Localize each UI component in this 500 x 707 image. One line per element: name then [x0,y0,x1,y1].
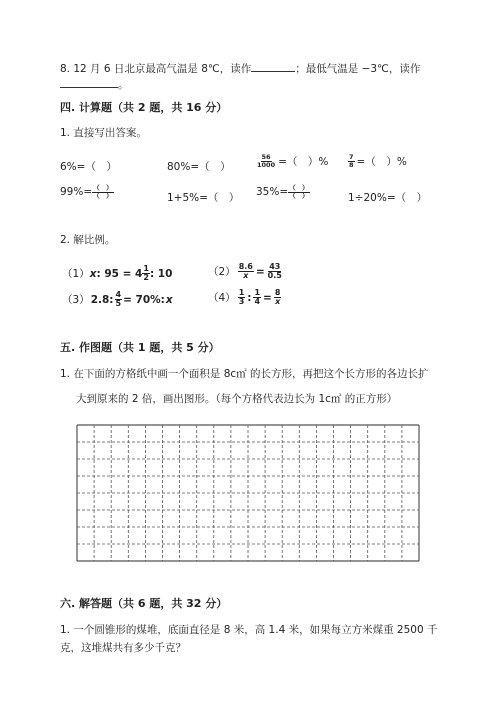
calc-r2-c [256,185,310,200]
proportion-label: （1） [62,268,90,281]
proportion-label: （2） [208,266,236,279]
fraction-numerator: 8 [274,288,281,297]
fraction-numerator: 7 [349,153,354,162]
fraction-denominator: x [243,271,249,281]
calc-r1-d-tail: =（ ）% [356,156,407,168]
fraction-numerator: 4 [115,290,122,299]
fraction-1-4 [253,289,261,307]
calc-r2-b: 1+5%=（ ） [167,192,240,204]
fraction-denominator: 1000 [257,161,276,169]
fraction-blank [288,185,310,200]
proportion-1 [62,265,172,283]
fraction-56-1000 [256,154,276,169]
fraction-numerator: （ ） [93,184,113,192]
s5-q1-line1: 1. 在下面的方格纸中画一个面积是 8c㎡ 的长方形，再把这个长方形的各边长扩 [60,368,429,380]
calc-r1-c-tail: =（ ）% [278,156,329,168]
proportion-label: （4） [208,292,236,305]
fraction-denominator: 5 [115,299,122,309]
q8-answer-blank-2 [60,77,118,88]
q8-text-end: 。 [118,79,129,91]
proportion-text: = 70%: [123,293,165,306]
calc-r1-d [348,154,407,169]
q8-text-start: 8. 12 月 6 日北京最高气温是 8℃，读作 [60,63,252,75]
section6-title: 六. 解答题（共 6 题，共 32 分） [60,597,228,610]
proportion-text: : 95 = 4 [96,267,143,280]
q8-text-mid: ；最低气温是 −3℃，读作 [295,63,421,75]
equals-sign: = [263,291,272,304]
fraction-denominator: 8 [349,161,354,169]
calc-r2-a [60,185,114,200]
fraction-denominator: 4 [254,297,261,307]
fraction-4-5 [115,291,123,309]
proportion-text: 2.8: [90,293,114,306]
fraction-denominator: 0.5 [267,271,282,281]
grid-paper[interactable] [76,424,420,562]
section4-title: 四. 计算题（共 2 题，共 16 分） [60,101,228,114]
fraction-numerator: 1 [238,288,245,297]
calc-r2-d: 1÷20%=（ ） [348,192,428,204]
fraction-1-2 [142,265,150,283]
fraction-8-x [274,289,282,307]
fraction-7-8 [348,154,355,169]
fraction-denominator: 2 [143,273,149,283]
fraction-numerator: （ ） [289,184,309,192]
proportion-label: （3） [62,294,90,307]
s6-q1-line2: 克，这堆煤共有多少千克？ [60,642,186,654]
s4-q2-title: 2. 解比例。 [60,234,116,246]
fraction-denominator: （ ） [93,191,113,200]
proportion-3 [62,291,173,309]
calc-r1-b: 80%=（ ） [167,161,231,173]
variable-x: x [89,267,97,280]
fraction-8.6-x [238,263,254,281]
fraction-numerator: 56 [261,153,271,162]
proportion-4 [208,289,281,307]
fraction-blank [92,185,114,200]
calc-r1-c [256,154,328,169]
variable-x: x [165,293,173,306]
fraction-denominator: 3 [238,297,245,307]
calc-r2-a-pre: 99%= [60,186,93,199]
proportion-text: : 10 [149,267,173,280]
fraction-numerator: 43 [269,262,281,271]
q8-line1 [60,61,420,76]
fraction-denominator: x [275,297,281,307]
s5-q1-line2: 大到原来的 2 倍，画出图形。（每个方格代表边长为 1c㎡ 的正方形） [76,393,398,405]
q8-answer-blank-1 [251,61,295,72]
proportion-2 [208,263,283,281]
colon: : [247,291,252,304]
fraction-numerator: 1 [143,264,149,273]
fraction-numerator: 8.6 [238,262,253,271]
fraction-1-3 [238,289,246,307]
calc-r2-c-pre: 35%= [256,186,289,199]
s4-q1-title: 1. 直接写出答案。 [60,127,147,139]
s6-q1-line1: 1. 一个圆锥形的煤堆，底面直径是 8 米，高 1.4 米，如果每立方米煤重 2500 千 [60,624,438,636]
section5-title: 五. 作图题（共 1 题，共 5 分） [60,341,220,354]
fraction-numerator: 1 [254,288,261,297]
q8-line2 [60,77,129,92]
equals-sign: = [255,265,265,278]
fraction-43-0.5 [267,263,283,281]
calc-r1-a: 6%=（ ） [60,161,117,173]
fraction-denominator: （ ） [289,191,309,200]
